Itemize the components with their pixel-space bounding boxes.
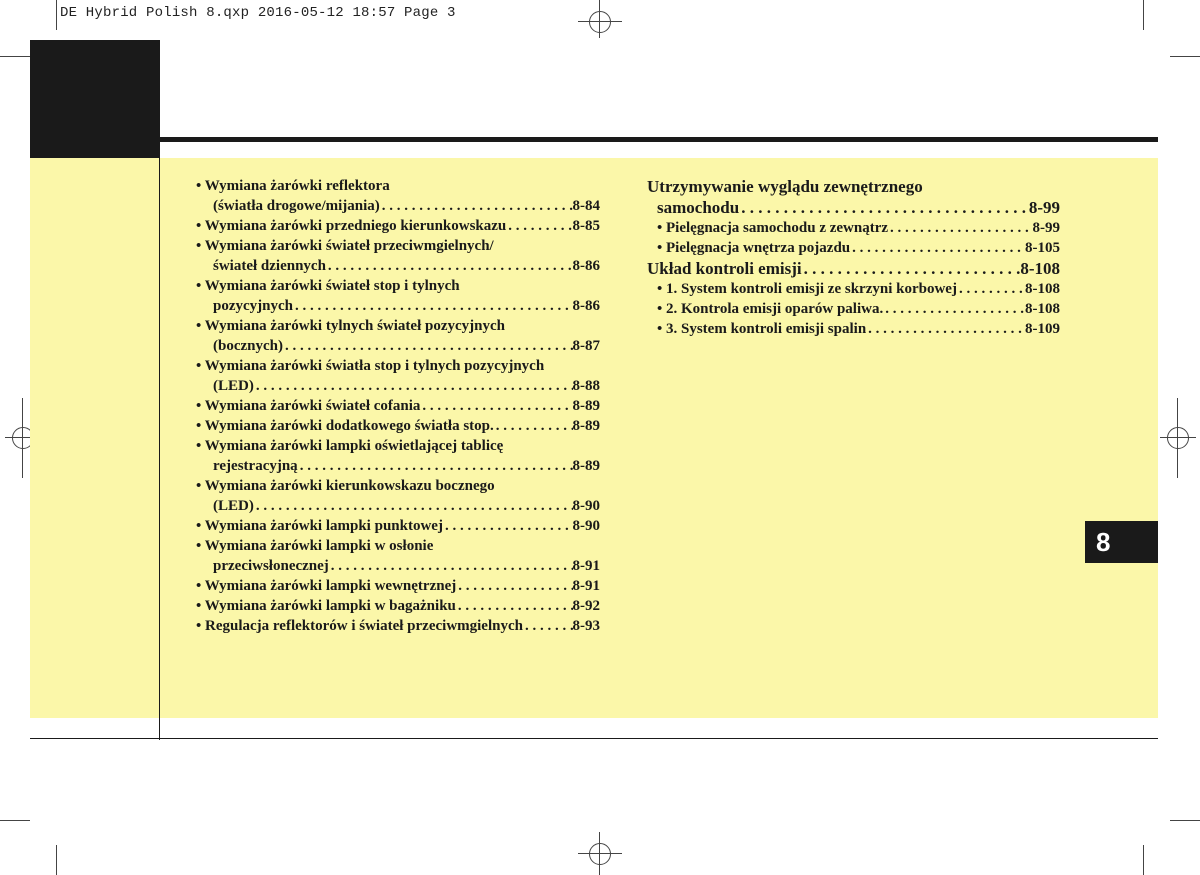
toc-entry-title: Układ kontroli emisji <box>647 259 802 278</box>
dot-leader <box>329 556 573 576</box>
toc-entry-title: • Wymiana żarówki lampki wewnętrznej <box>196 578 457 594</box>
toc-entry[interactable] <box>196 496 600 516</box>
toc-entry-page: 8-89 <box>572 398 600 414</box>
toc-entry-page: 8-105 <box>1025 240 1060 256</box>
toc-entry-title: (światła drogowe/mijania) <box>213 198 380 214</box>
toc-entry-title: • Wymiana żarówki tylnych świateł pozycyjnych <box>196 318 505 334</box>
toc-entry[interactable] <box>196 436 600 456</box>
toc-entry[interactable] <box>196 336 600 356</box>
dot-leader <box>456 576 572 596</box>
crop-mark <box>0 56 30 57</box>
dot-leader <box>888 218 1032 238</box>
toc-entry-title: świateł dziennych <box>213 258 326 274</box>
dot-leader <box>443 516 573 536</box>
margin-rule <box>159 142 160 740</box>
toc-entry-page: 8-90 <box>572 518 600 534</box>
toc-entry-page: 8-88 <box>572 378 600 394</box>
toc-right-column <box>647 176 1060 339</box>
toc-entry-title: przeciwsłonecznej <box>213 558 329 574</box>
toc-entry-page: 8-108 <box>1025 281 1060 297</box>
toc-entry[interactable] <box>196 556 600 576</box>
dot-leader <box>456 596 573 616</box>
toc-entry[interactable] <box>196 216 600 236</box>
toc-entry-title: rejestracyjną <box>213 458 298 474</box>
crop-mark <box>1143 845 1144 875</box>
toc-entry-title: • Wymiana żarówki świateł stop i tylnych <box>196 278 460 294</box>
toc-left-column <box>196 176 600 636</box>
toc-entry-title: (bocznych) <box>213 338 283 354</box>
toc-entry[interactable] <box>647 319 1060 339</box>
toc-entry[interactable] <box>196 176 600 196</box>
toc-entry[interactable] <box>647 258 1060 279</box>
toc-entry-page: 8-91 <box>572 578 600 594</box>
toc-entry[interactable] <box>196 416 600 436</box>
toc-entry-page: 8-85 <box>572 218 600 234</box>
toc-entry-page: 8-91 <box>572 558 600 574</box>
dot-leader <box>506 216 572 236</box>
toc-entry-title: • Wymiana żarówki kierunkowskazu bocznego <box>196 478 495 494</box>
toc-entry[interactable] <box>647 279 1060 299</box>
crop-mark <box>56 0 57 30</box>
toc-entry-title: Utrzymywanie wyglądu zewnętrznego <box>647 177 923 196</box>
dot-leader <box>298 456 573 476</box>
toc-entry[interactable] <box>196 316 600 336</box>
crop-mark <box>1170 56 1200 57</box>
header-rule <box>160 137 1158 142</box>
toc-entry-title: samochodu <box>657 198 740 217</box>
chapter-tab[interactable]: 8 <box>1085 521 1158 563</box>
toc-entry-page: 8-92 <box>572 598 600 614</box>
toc-entry[interactable] <box>196 516 600 536</box>
dot-leader <box>802 258 1021 279</box>
dot-leader <box>380 196 573 216</box>
toc-entry-page: 8-89 <box>572 418 600 434</box>
toc-entry-title: • 3. System kontroli emisji spalin <box>657 321 867 337</box>
toc-entry-title: • Pielęgnacja samochodu z zewnątrz <box>657 220 889 236</box>
toc-entry-page: 8-109 <box>1025 321 1060 337</box>
toc-entry-title: • Wymiana żarówki świateł cofania <box>196 398 421 414</box>
toc-entry[interactable] <box>196 576 600 596</box>
toc-entry[interactable] <box>196 356 600 376</box>
toc-entry-title: (LED) <box>213 378 254 394</box>
toc-entry-page: 8-84 <box>572 198 600 214</box>
toc-entry-title: • Wymiana żarówki świateł przeciwmgielnych/ <box>196 238 494 254</box>
footer-rule <box>30 738 1158 739</box>
toc-entry[interactable] <box>196 196 600 216</box>
toc-entry-title: • 1. System kontroli emisji ze skrzyni korbowej <box>657 281 957 297</box>
toc-entry-title: • Wymiana żarówki reflektora <box>196 178 390 194</box>
toc-entry[interactable] <box>196 456 600 476</box>
toc-entry-page: 8-86 <box>572 258 600 274</box>
toc-entry-title: • Regulacja reflektorów i świateł przeciwmgielnych <box>196 618 523 634</box>
toc-entry-title: • Wymiana żarówki lampki w bagażniku <box>196 598 456 614</box>
toc-entry-page: 8-108 <box>1025 301 1060 317</box>
toc-entry[interactable] <box>196 276 600 296</box>
toc-entry-page: 8-86 <box>572 298 600 314</box>
toc-entry-page: 8-89 <box>572 458 600 474</box>
toc-entry[interactable] <box>647 197 1060 218</box>
toc-entry-title: • Wymiana żarówki światła stop i tylnych pozycyjnych <box>196 358 545 374</box>
toc-entry[interactable] <box>647 218 1060 238</box>
toc-entry[interactable] <box>196 476 600 496</box>
toc-entry[interactable] <box>647 238 1060 258</box>
crop-mark <box>1143 0 1144 30</box>
dot-leader <box>523 616 573 636</box>
toc-entry[interactable] <box>196 396 600 416</box>
toc-entry-page: 8-99 <box>1028 198 1060 217</box>
dot-leader <box>326 256 573 276</box>
toc-entry-title: • Wymiana żarówki lampki oświetlającej tablicę <box>196 438 504 454</box>
toc-entry[interactable] <box>196 236 600 256</box>
toc-entry-title: • Wymiana żarówki lampki w osłonie <box>196 538 434 554</box>
dot-leader <box>254 496 573 516</box>
crop-mark <box>1170 820 1200 821</box>
dot-leader <box>850 238 1025 258</box>
toc-entry[interactable] <box>196 296 600 316</box>
toc-entry-page: 8-87 <box>572 338 600 354</box>
toc-entry-page: 8-93 <box>572 618 600 634</box>
dot-leader <box>293 296 573 316</box>
toc-entry-page: 8-90 <box>572 498 600 514</box>
dot-leader <box>739 197 1029 218</box>
toc-entry-title: • Pielęgnacja wnętrza pojazdu <box>657 240 851 256</box>
toc-entry-title: • 2. Kontrola emisji oparów paliwa. <box>657 301 884 317</box>
toc-entry-title: pozycyjnych <box>213 298 293 314</box>
toc-entry[interactable] <box>196 616 600 636</box>
toc-entry-title: • Wymiana żarówki dodatkowego światła stop. <box>196 418 494 434</box>
dot-leader <box>254 376 573 396</box>
toc-entry[interactable] <box>647 176 1060 197</box>
toc-entry[interactable] <box>196 536 600 556</box>
toc-entry-page: 8-108 <box>1020 259 1060 278</box>
toc-entry[interactable] <box>647 299 1060 319</box>
toc-entry[interactable] <box>196 376 600 396</box>
crop-mark <box>0 820 30 821</box>
header-block <box>30 40 160 158</box>
dot-leader <box>957 279 1025 299</box>
dot-leader <box>494 416 573 436</box>
dot-leader <box>283 336 573 356</box>
dot-leader <box>420 396 572 416</box>
toc-entry[interactable] <box>196 596 600 616</box>
toc-entry[interactable] <box>196 256 600 276</box>
toc-entry-title: • Wymiana żarówki przedniego kierunkowskazu <box>196 218 507 234</box>
toc-entry-page: 8-99 <box>1032 220 1060 236</box>
crop-mark <box>56 845 57 875</box>
dot-leader <box>883 299 1025 319</box>
toc-entry-title: (LED) <box>213 498 254 514</box>
dot-leader <box>866 319 1025 339</box>
toc-entry-title: • Wymiana żarówki lampki punktowej <box>196 518 443 534</box>
print-slug: DE Hybrid Polish 8.qxp 2016-05-12 18:57 Page 3 <box>60 5 456 21</box>
